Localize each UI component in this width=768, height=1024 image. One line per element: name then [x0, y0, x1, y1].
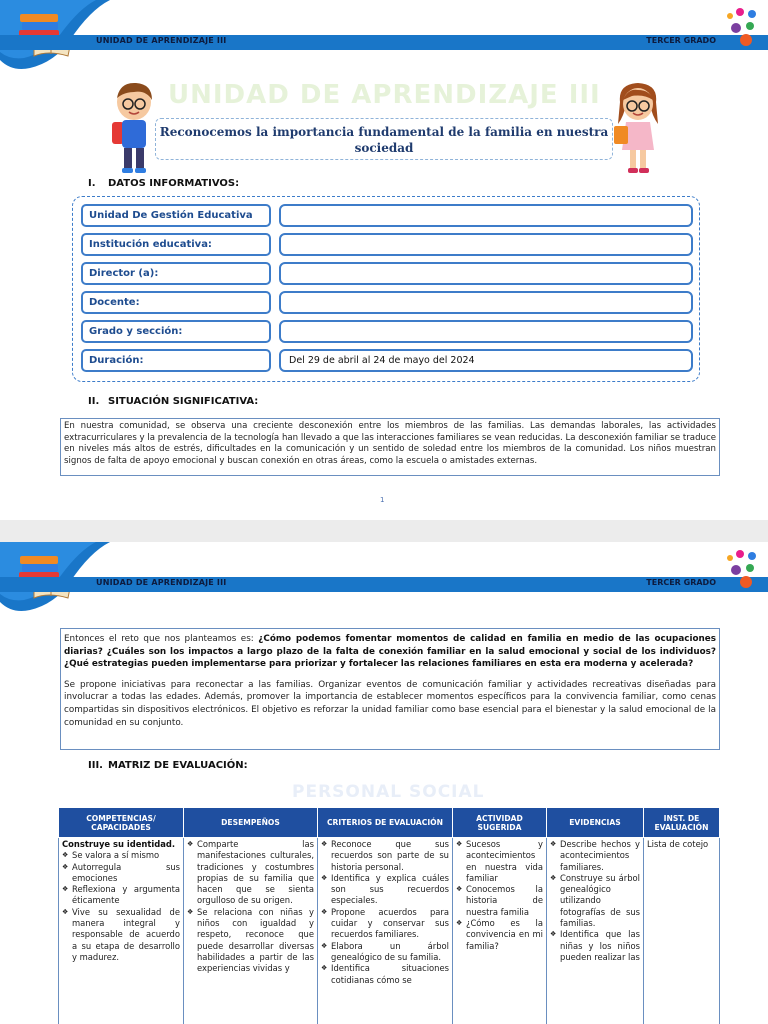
colored-dots-decoration [724, 548, 764, 590]
info-row-teacher [81, 291, 693, 314]
criterios-cell [318, 838, 453, 1024]
girl-student-illustration [612, 80, 664, 178]
books-icon [16, 8, 74, 60]
competencias-cell [59, 838, 184, 1024]
instrumento-cell [644, 838, 720, 1024]
list-item: ❖ Autorregula sus emociones [62, 862, 180, 885]
info-value[interactable] [279, 320, 693, 343]
section-1-number: I. [88, 178, 96, 189]
header-unit-label: UNIDAD DE APRENDIZAJE III [96, 36, 227, 45]
list-item: ❖ Conocemos la historia de nuestra familia [456, 884, 543, 918]
section-2-number: II. [88, 396, 100, 407]
info-value[interactable]: Del 29 de abril al 24 de mayo del 2024 [279, 349, 693, 372]
list-item: ❖ ¿Cómo es la convivencia en mi familia? [456, 918, 543, 952]
column-header: COMPETENCIAS/ CAPACIDADES [59, 808, 184, 838]
desempenos-cell [184, 838, 318, 1024]
challenge-intro: Entonces el reto que nos planteamos es: [64, 634, 259, 644]
list-item: ❖ Elabora un árbol genealógico de su familia. [321, 941, 449, 964]
list-item: ❖ Se relaciona con niñas y niños con igualdad y respeto, reconoce que puede desarrollar diversas habilidades a partir de las experiencias vividas y [187, 907, 314, 975]
list-item: ❖ Describe hechos y acontecimientos familiares. [550, 839, 640, 873]
area-title: PERSONAL SOCIAL [292, 782, 485, 802]
list-item: ❖ Identifica situaciones cotidianas cómo se [321, 963, 449, 986]
column-header: EVIDENCIAS [547, 808, 644, 838]
page-number: 1 [380, 496, 385, 504]
page-gap [0, 520, 768, 542]
info-label: Unidad De Gestión Educativa [81, 204, 271, 227]
list-item: ❖ Comparte las manifestaciones culturales, tradiciones y costumbres propias de su familia que hacen que se sienta orgulloso de su origen. [187, 839, 314, 907]
column-header: DESEMPEÑOS [184, 808, 318, 838]
list-item: ❖ Construye su árbol genealógico utilizando fotografías de sus familias. [550, 873, 640, 929]
list-item: ❖ Identifica que las niñas y los niños pueden realizar las [550, 929, 640, 963]
list-item: ❖ Vive su sexualidad de manera integral y responsable de acuerdo a su etapa de desarrollo y madurez. [62, 907, 180, 963]
info-row-ugel [81, 204, 693, 227]
list-item: ❖ Propone acuerdos para cuidar y conservar sus recuerdos familiares. [321, 907, 449, 941]
situation-paragraph: En nuestra comunidad, se observa una creciente desconexión entre los miembros de las familias. Las demandas laborales, las actividades extracurriculares y la prevalencia de la tecnología han llevado a que las interacciones familiares se vean reducidas. La desconexión familiar se traduce en niveles más altos de estrés, dificultades en la comunicación y un sentido de soledad entre los miembros de la comunidad. Los niños muestran signos de falta de apoyo emocional y buscan conexión en otras áreas, como la escuela o amistades externas. [60, 418, 720, 476]
header-bar [0, 35, 768, 50]
evaluation-matrix-table [58, 807, 720, 1024]
section-2-title: SITUACIÓN SIGNIFICATIVA: [108, 396, 259, 407]
info-label: Docente: [81, 291, 271, 314]
section-1-title: DATOS INFORMATIVOS: [108, 178, 240, 189]
challenge-box [60, 628, 720, 750]
books-icon [16, 550, 74, 602]
info-value[interactable] [279, 204, 693, 227]
info-value[interactable] [279, 291, 693, 314]
info-label: Duración: [81, 349, 271, 372]
list-item: ❖ Sucesos y acontecimientos en nuestra vida familiar [456, 839, 543, 884]
boy-student-illustration [108, 80, 160, 176]
header-grade-label: TERCER GRADO [646, 36, 716, 45]
info-row-director [81, 262, 693, 285]
info-label: Director (a): [81, 262, 271, 285]
column-header: INST. DE EVALUACIÓN [644, 808, 720, 838]
info-row-institution [81, 233, 693, 256]
table-row [59, 838, 720, 1024]
info-table [72, 196, 700, 382]
column-header: CRITERIOS DE EVALUACIÓN [318, 808, 453, 838]
unit-subtitle: Reconocemos la importancia fundamental de la familia en nuestra sociedad [155, 118, 613, 160]
info-value[interactable] [279, 233, 693, 256]
section-3-number: III. [88, 760, 103, 771]
header-unit-label: UNIDAD DE APRENDIZAJE III [96, 578, 227, 587]
list-item: ❖ Reconoce que sus recuerdos son parte de su historia personal. [321, 839, 449, 873]
colored-dots-decoration [724, 6, 764, 48]
list-item: ❖ Identifica y explica cuáles son sus recuerdos especiales. [321, 873, 449, 907]
page-header [0, 0, 768, 70]
proposal-paragraph: Se propone iniciativas para reconectar a las familias. Organizar eventos de comunicación familiar y actividades recreativas diseñadas para involucrar a todas las edades. Además, promover la importancia de establecer momentos específicos para la convivencia familiar, como cenas compartidas sin dispositivos electrónicos. El objetivo es reforzar la unidad familiar como base esencial para el bienestar y la salud emocional de la comunidad en su conjunto. [64, 679, 716, 728]
list-item: ❖ Reflexiona y argumenta éticamente [62, 884, 180, 907]
info-label: Grado y sección: [81, 320, 271, 343]
evidencias-cell [547, 838, 644, 1024]
section-3-heading [88, 760, 248, 771]
info-row-grade-section [81, 320, 693, 343]
page-header [0, 542, 768, 612]
instrumento-text: Lista de cotejo [647, 839, 709, 849]
info-label: Institución educativa: [81, 233, 271, 256]
info-value[interactable] [279, 262, 693, 285]
competencia-title: Construye su identidad. [62, 839, 176, 849]
actividades-cell [453, 838, 547, 1024]
document-page-2 [0, 542, 768, 1024]
info-row-duration [81, 349, 693, 372]
section-1-heading [88, 178, 239, 189]
header-grade-label: TERCER GRADO [646, 578, 716, 587]
header-bar [0, 577, 768, 592]
challenge-paragraph [64, 633, 716, 671]
section-3-title: MATRIZ DE EVALUACIÓN: [108, 760, 248, 771]
list-item: ❖ Se valora a sí mismo [62, 850, 180, 861]
challenge-questions: ¿Cómo podemos fomentar momentos de calidad en familia en medio de las ocupaciones diarias? ¿Cuáles son los impactos a largo plazo de la falta de conexión familiar en la salud emocional y social de los individuos? ¿Qué estrategias pueden implementarse para priorizar y fortalecer las relaciones familiares en esta era moderna y acelerada? [64, 634, 716, 670]
unit-title: UNIDAD DE APRENDIZAJE III [168, 80, 601, 110]
column-header: ACTIVIDAD SUGERIDA [453, 808, 547, 838]
table-header-row [59, 808, 720, 838]
section-2-heading [88, 396, 258, 407]
